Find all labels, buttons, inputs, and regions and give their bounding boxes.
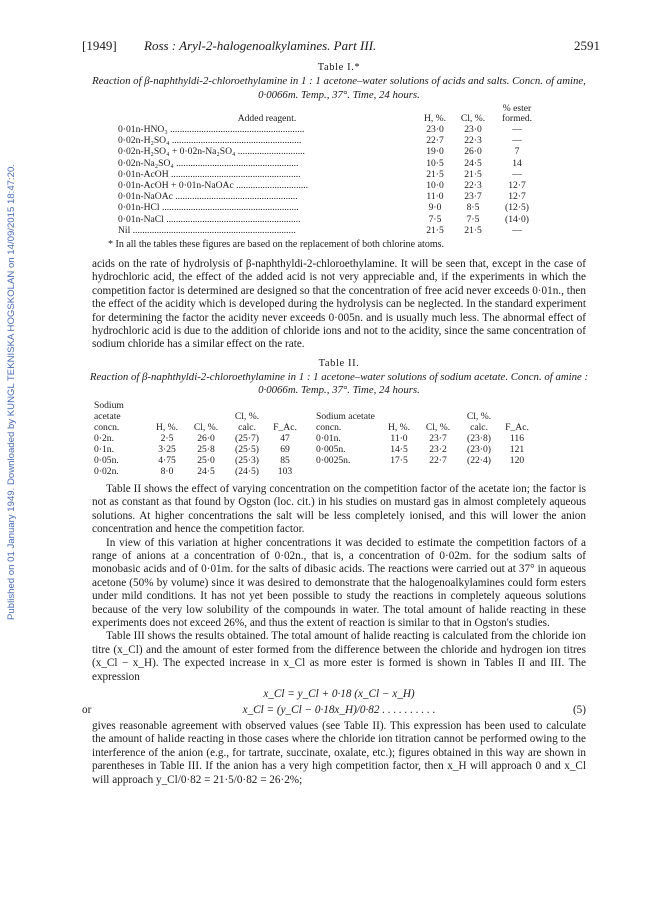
table1-cell-reagent: 0·02n-H₂SO₄ + 0·02n-Na₂SO₄ ............................: [118, 146, 305, 158]
table1-cell-h: 7·5: [428, 213, 442, 225]
table2-cell: [500, 466, 534, 477]
table1-cell-reagent: 0·01n-HCl .........................................................: [118, 202, 299, 214]
table2-cell: 116: [509, 432, 525, 444]
table1-col-h: H, %.: [423, 112, 447, 124]
paragraph-1: acids on the rate of hydrolysis of β-naphthyldi-2-chloroethylamine. It will be seen that, except in the case of hydrochloric acid, the effect of the added acid is not very appreciable and, if the experiments in which the competition factor is determined are designed so that the concentration of free acid never exceeds 0·01n., then the effect of the acidity which is developed during the hydrolysis can be neglected. In the standard experiment for determining the factor the acidity never exceeds 0·005n. and is usually much less. The abnormal effect of hydrochloric acid is due to the addition of chloride ions and not to the acidity, since the same concentration of sodium chloride has a similar effect on the rate.: [92, 258, 586, 351]
table2-cell: 8·0: [160, 465, 174, 477]
table2-cell: 23·7: [429, 432, 447, 444]
table2-cell: 3·25: [158, 443, 176, 455]
paragraph-2: Table II shows the effect of varying concentration on the competition factor of the acetate ion; the factor is not as constant as that found by Ogston (loc. cit.) in his studies on mustard gas in almost completely aqueous solutions. At higher concentrations the salt will be less completely ionised, and this will lower the anion concentration and hence the competition factor.: [92, 482, 586, 536]
table1-cell-cl: 26·0: [464, 146, 482, 158]
table2-cell: 120: [509, 454, 525, 466]
table1-col-reagent: Added reagent.: [237, 112, 297, 124]
table1-cell-h: 21·5: [426, 168, 444, 180]
table1-cell-ester: (14·0): [505, 213, 529, 225]
table1-cell-ester: —: [512, 168, 522, 180]
table2-body: [92, 433, 534, 477]
table2-caption: Table II.: [318, 357, 360, 369]
table1-cell-ester: (12·5): [505, 202, 529, 214]
table1-cell-cl: 22·3: [464, 180, 482, 192]
table1-col-ester: % ester formed.: [501, 103, 533, 124]
table2-col-h: H, %.: [155, 421, 179, 433]
table1-cell-cl: 23·0: [464, 124, 482, 135]
table2-col-cl: Cl, %.: [193, 421, 219, 433]
table1-cell-ester: 7: [514, 146, 520, 158]
table2: [92, 400, 534, 477]
table1-cell-h: 10·0: [426, 180, 444, 192]
table2-cell: 0·0025n.: [316, 454, 351, 466]
table2-row: [92, 433, 534, 444]
table1-cell-reagent: 0·02n-H₂SO₄ ......................................................: [118, 135, 302, 147]
table2-row: [92, 455, 534, 466]
table1-cell-h: 11·0: [426, 191, 444, 203]
table2-cell: 24·5: [197, 465, 215, 477]
table2-col-cl-2: Cl, %.: [425, 421, 451, 433]
table1-cell-cl: 22·3: [464, 135, 482, 147]
table2-row: [92, 444, 534, 455]
paragraph-5: gives reasonable agreement with observed values (see Table II). This expression has been used to calculate the amount of halide reacting in those cases where the chloride ion titration cannot be performed owing to the interference of the anion (e.g., for tartrate, succinate, oxalate, etc.); figures obtained in this way are shown in parentheses in Table III. If the anion has a very high competition factor, then x_H will approach 0 and x_Cl will approach y_Cl/0·82 = 21·5/0·82 = 26·2%;: [92, 719, 586, 786]
table1-cell-reagent: 0·01n-AcOH + 0·01n-NaOAc ..............................: [118, 180, 309, 192]
equation-2-text: x_Cl = (y_Cl − 0·18x_H)/0·82 . . . . . . . . . .: [242, 703, 436, 716]
table2-cell: 25·8: [197, 443, 215, 455]
table1-cell-cl: 21·5: [464, 224, 482, 236]
table1-cell-ester: —: [512, 135, 522, 147]
table1-body: [118, 124, 542, 236]
page: [82, 38, 600, 787]
table1-cell-reagent: Nil ....................................................................: [118, 224, 296, 236]
table1-row: [118, 146, 542, 157]
table1-cell-ester: 12·7: [508, 180, 526, 192]
table1-cell-cl: 7·5: [466, 213, 480, 225]
paragraph-3: In view of this variation at higher concentrations it was decided to estimate the competition factors of a range of anions at a concentration of 0·02n., that is, a concentration of 0·02m. for the sodium salts of monobasic acids and of 0·01m. for the salts of dibasic acids. The reactions were carried out at 37° in aqueous acetone (50% by volume) since it was desired to demonstrate that the halogenoalkylamines could form esters under mild conditions. It has not yet been possible to study the reactions in completely aqueous solutions because of the very low solubility of the compounds in water. The total amount of halide reacting in these experiments does not exceed 26%, and thus the extent of reaction is similar to that in Ogston's studies.: [92, 536, 586, 629]
table2-cell: 25·0: [197, 454, 215, 466]
table1-cell-reagent: 0·02n-Na₂SO₄ ...................................................: [118, 157, 299, 169]
table2-cell: 14·5: [390, 443, 408, 455]
table1-cell-ester: —: [512, 224, 522, 236]
table2-col-clcalc-2: Cl, %. calc.: [466, 410, 492, 433]
page-number: 2591: [574, 38, 600, 53]
table2-cell: 103: [277, 465, 293, 477]
table1-cell-ester: 12·7: [508, 191, 526, 203]
table1-cell-h: 23·0: [426, 124, 444, 135]
table1-cell-h: 9·0: [428, 202, 442, 214]
table2-cell: 0·02n.: [94, 465, 119, 477]
table2-cell: (23·0): [467, 443, 491, 455]
equation-1: [92, 688, 586, 700]
table1-caption: Table I.*: [317, 62, 361, 73]
table2-cell: 0·005n.: [316, 443, 346, 455]
download-watermark: [6, 60, 20, 620]
table2-cell: 4·75: [158, 454, 176, 466]
equation-2: [82, 703, 586, 716]
table1-row: [118, 191, 542, 202]
table2-cell: [380, 466, 418, 477]
table2-cell: 11·0: [390, 432, 408, 444]
table2-col-fac: F_Ac.: [273, 421, 297, 433]
table2-cell: (24·5): [235, 465, 259, 477]
table2-cell: 17·5: [390, 454, 408, 466]
table2-col-conc-2: Sodium acetate concn.: [316, 410, 375, 433]
table2-cell: (25·3): [235, 454, 259, 466]
table2-cell: 121: [509, 443, 525, 455]
table1-footnote: * In all the tables these figures are based on the replacement of both chlorine atoms.: [108, 239, 444, 251]
table1-cell-ester: 14: [512, 157, 522, 169]
table1-cell-ester: —: [512, 124, 522, 135]
table2-cell: 69: [280, 443, 290, 455]
table1-header: [118, 104, 542, 124]
table2-col-h-2: H, %.: [387, 421, 411, 433]
table1-cell-h: 21·5: [426, 224, 444, 236]
table1-cell-cl: 8·5: [466, 202, 480, 214]
table2-cell: 0·01n.: [316, 432, 341, 444]
table2-cell: (25·5): [235, 443, 259, 455]
table1-cell-h: 19·0: [426, 146, 444, 158]
table2-cell: (25·7): [235, 432, 259, 444]
table1-cell-reagent: 0·01n-NaOAc ...................................................: [118, 191, 298, 203]
paragraph-4: Table III shows the results obtained. The total amount of halide reacting is calculated from the chloride ion titre (x_Cl) and the amount of ester formed from the difference between the chloride and hydrogen ion titres (x_Cl − x_H). The expected increase in x_Cl as more ester is formed is shown in Tables II and III. The expression: [92, 630, 586, 683]
table1-cell-h: 10·5: [426, 157, 444, 169]
table1-row: [118, 180, 542, 191]
table2-cell: 47: [280, 432, 290, 444]
table1-cell-h: 22·7: [426, 135, 444, 147]
header-title: Ross : Aryl-2-halogenoalkylamines. Part III.: [144, 38, 377, 53]
table2-cell: [302, 466, 380, 477]
table2-cell: 0·05n.: [94, 454, 119, 466]
table2-row: [92, 466, 534, 477]
table2-header: [92, 400, 534, 433]
table1-col-cl: Cl, %.: [460, 112, 486, 124]
table2-col-fac-2: F_Ac.: [505, 421, 529, 433]
table2-cell: [458, 466, 500, 477]
table1-row: [118, 135, 542, 146]
table2-cell: (22·4): [467, 454, 491, 466]
table1-row: [118, 202, 542, 213]
table1-cell-reagent: 0·01n-AcOH ......................................................: [118, 168, 301, 180]
running-header: [82, 38, 600, 56]
table2-title: Reaction of β-naphthyldi-2-chloroethylamine in 1 : 1 acetone–water solutions of sodium acetate. Concn. of amine : 0·0066m. Temp., 37°. Time, 24 hours.: [89, 370, 589, 397]
table1: [118, 104, 542, 236]
table1-cell-reagent: 0·01n-NaCl ........................................................: [118, 213, 301, 225]
table1-cell-reagent: 0·01n-HNO₃ ........................................................: [118, 124, 305, 135]
table2-cell: 2·5: [160, 432, 174, 444]
download-watermark-text: Published on 01 January 1949. Downloaded by KUNGL TEKNISKA HOGSKOLAN on 14/09/2015 18:47:20.: [6, 164, 17, 620]
table2-cell: [418, 466, 458, 477]
equation-number: (5): [572, 703, 586, 716]
equation-1-text: x_Cl = y_Cl + 0·18 (x_Cl − x_H): [263, 687, 415, 700]
table1-row: [118, 225, 542, 236]
table1-cell-cl: 21·5: [464, 168, 482, 180]
table2-cell: 85: [280, 454, 290, 466]
table2-cell: 22·7: [429, 454, 447, 466]
equation-or: or: [82, 703, 92, 716]
table1-cell-cl: 24·5: [464, 157, 482, 169]
table1-row: [118, 158, 542, 169]
table1-row: [118, 214, 542, 225]
table2-col-clcalc: Cl, %. calc.: [234, 410, 260, 433]
table2-col-conc: Sodium acetate concn.: [94, 399, 124, 433]
table2-cell: (23·8): [467, 432, 491, 444]
table1-row: [118, 124, 542, 135]
table1-title: Reaction of β-naphthyldi-2-chloroethylamine in 1 : 1 acetone–water solutions of acids and salts. Concn. of amine, 0·0066m. Temp., 37°. Time, 24 hours.: [92, 75, 586, 101]
table2-cell: 0·2n.: [94, 432, 114, 444]
table1-row: [118, 169, 542, 180]
header-year: [1949]: [82, 38, 117, 53]
table2-cell: 26·0: [197, 432, 215, 444]
table2-cell: 23·2: [429, 443, 447, 455]
table1-cell-cl: 23·7: [464, 191, 482, 203]
table2-cell: 0·1n.: [94, 443, 114, 455]
